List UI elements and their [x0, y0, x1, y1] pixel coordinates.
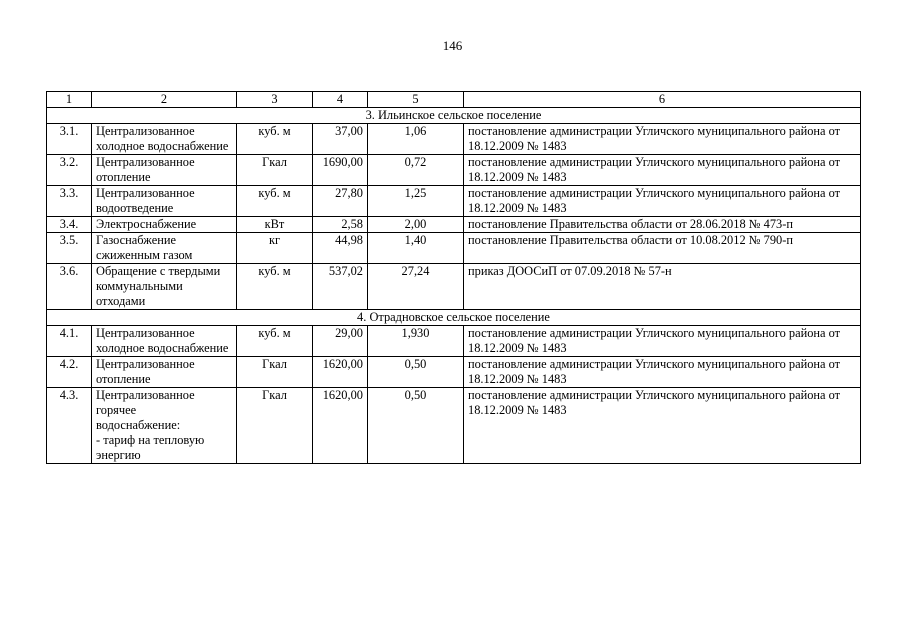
- row-number: 3.5.: [47, 233, 92, 264]
- unit: кг: [237, 233, 313, 264]
- norm-value: 1620,00: [313, 357, 368, 388]
- row-number: 3.4.: [47, 217, 92, 233]
- service-name-line: горячее: [96, 403, 137, 417]
- table-row: [47, 233, 861, 264]
- unit: Гкал: [237, 357, 313, 388]
- service-name: [92, 388, 237, 464]
- column-number: 6: [464, 92, 861, 108]
- column-number: 3: [237, 92, 313, 108]
- row-number: 3.6.: [47, 264, 92, 310]
- service-name: Электроснабжение: [92, 217, 237, 233]
- rate-value: 2,00: [368, 217, 464, 233]
- service-name: Централизованное отопление: [92, 357, 237, 388]
- service-name-line: Централизованное: [96, 388, 195, 402]
- rate-value: 27,24: [368, 264, 464, 310]
- rate-value: 1,25: [368, 186, 464, 217]
- norm-value: 1690,00: [313, 155, 368, 186]
- table-row: [47, 264, 861, 310]
- norm-value: 2,58: [313, 217, 368, 233]
- service-name: Обращение с твердыми коммунальными отходами: [92, 264, 237, 310]
- column-number: 5: [368, 92, 464, 108]
- rate-value: 1,930: [368, 326, 464, 357]
- column-number: 4: [313, 92, 368, 108]
- rate-value: 0,50: [368, 388, 464, 464]
- table-row: [47, 326, 861, 357]
- table-row: [47, 186, 861, 217]
- unit: кВт: [237, 217, 313, 233]
- unit: Гкал: [237, 155, 313, 186]
- legal-document: постановление администрации Угличского муниципального района от 18.12.2009 № 1483: [464, 186, 861, 217]
- tariff-table: [46, 91, 861, 464]
- norm-value: 1620,00: [313, 388, 368, 464]
- column-number: 1: [47, 92, 92, 108]
- section-row: [47, 310, 861, 326]
- service-name: Централизованное отопление: [92, 155, 237, 186]
- column-number: 2: [92, 92, 237, 108]
- norm-value: 37,00: [313, 124, 368, 155]
- row-number: 4.1.: [47, 326, 92, 357]
- norm-value: 44,98: [313, 233, 368, 264]
- legal-document: постановление Правительства области от 28.06.2018 № 473-п: [464, 217, 861, 233]
- service-name: Централизованное холодное водоснабжение: [92, 124, 237, 155]
- unit: куб. м: [237, 264, 313, 310]
- row-number: 4.3.: [47, 388, 92, 464]
- section-row: [47, 108, 861, 124]
- rate-value: 0,72: [368, 155, 464, 186]
- legal-document: приказ ДООСиП от 07.09.2018 № 57-н: [464, 264, 861, 310]
- rate-value: 0,50: [368, 357, 464, 388]
- column-number-row: [47, 92, 861, 108]
- service-name: Централизованное холодное водоснабжение: [92, 326, 237, 357]
- service-name-line: энергию: [96, 448, 141, 462]
- row-number: 3.3.: [47, 186, 92, 217]
- norm-value: 29,00: [313, 326, 368, 357]
- legal-document: постановление администрации Угличского муниципального района от 18.12.2009 № 1483: [464, 155, 861, 186]
- page-number: 146: [442, 38, 463, 53]
- legal-document: постановление Правительства области от 10.08.2012 № 790-п: [464, 233, 861, 264]
- service-name-line: - тариф на тепловую: [96, 433, 205, 447]
- table-row: [47, 217, 861, 233]
- section-title: 4. Отрадновское сельское поселение: [47, 310, 861, 326]
- unit: куб. м: [237, 326, 313, 357]
- section-title: 3. Ильинское сельское поселение: [47, 108, 861, 124]
- legal-document: постановление администрации Угличского муниципального района от 18.12.2009 № 1483: [464, 357, 861, 388]
- rate-value: 1,06: [368, 124, 464, 155]
- row-number: 4.2.: [47, 357, 92, 388]
- norm-value: 27,80: [313, 186, 368, 217]
- table-row: [47, 155, 861, 186]
- legal-document: постановление администрации Угличского муниципального района от 18.12.2009 № 1483: [464, 326, 861, 357]
- service-name: Газоснабжение сжиженным газом: [92, 233, 237, 264]
- legal-document: постановление администрации Угличского муниципального района от 18.12.2009 № 1483: [464, 124, 861, 155]
- service-name: Централизованное водоотведение: [92, 186, 237, 217]
- unit: Гкал: [237, 388, 313, 464]
- table-row: [47, 124, 861, 155]
- row-number: 3.2.: [47, 155, 92, 186]
- table-row: [47, 388, 861, 464]
- unit: куб. м: [237, 124, 313, 155]
- rate-value: 1,40: [368, 233, 464, 264]
- row-number: 3.1.: [47, 124, 92, 155]
- service-name-line: водоснабжение:: [96, 418, 181, 432]
- norm-value: 537,02: [313, 264, 368, 310]
- legal-document: постановление администрации Угличского муниципального района от 18.12.2009 № 1483: [464, 388, 861, 464]
- unit: куб. м: [237, 186, 313, 217]
- table-row: [47, 357, 861, 388]
